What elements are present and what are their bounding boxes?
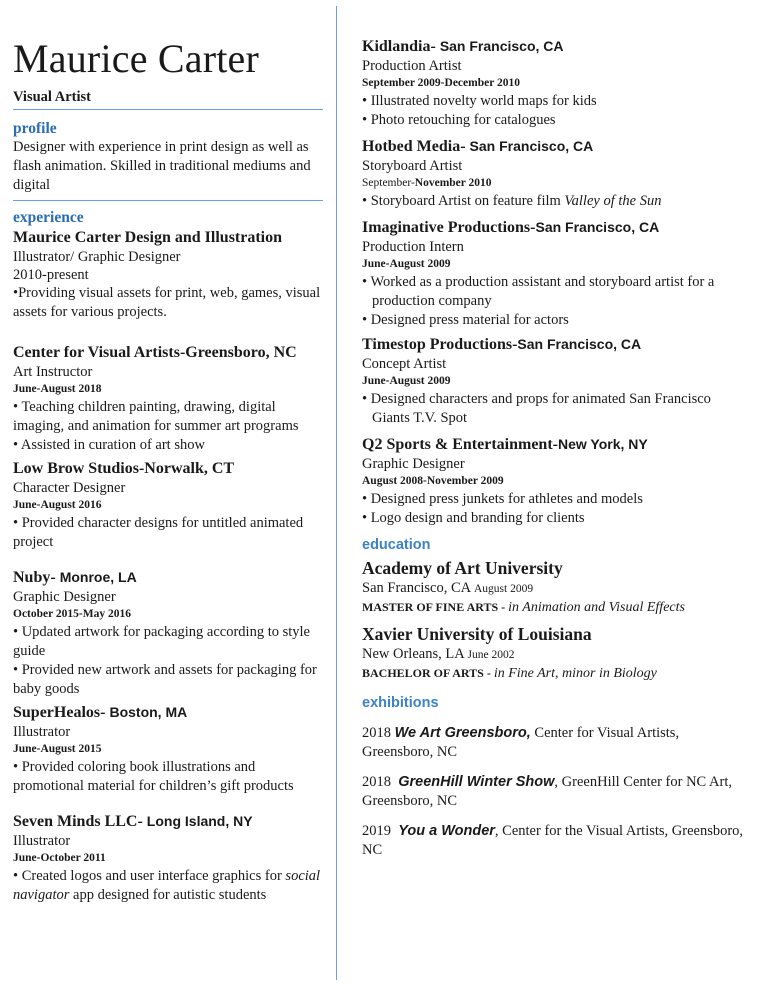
job-location: New York, NY xyxy=(557,436,648,452)
job-role: Graphic Designer xyxy=(362,456,465,472)
job-entry xyxy=(362,136,752,211)
job-company: Low Brow Studios-Norwalk, CT xyxy=(13,460,235,477)
job-bullet: • Provided coloring book illustrations and promotional material for children’s gift products xyxy=(13,759,294,794)
school-date: August 2009 xyxy=(473,583,534,595)
job-company: Q2 Sports & Entertainment- xyxy=(362,436,558,453)
job-bullet: • Storyboard Artist on feature film Valley of the Sun xyxy=(362,193,662,209)
job-dates: June-August 2009 xyxy=(362,258,451,270)
job-company: Center for Visual Artists-Greensboro, NC xyxy=(13,344,297,361)
exhibitions-heading: exhibitions xyxy=(362,695,439,711)
exhibition-item: 2018 We Art Greensboro, Center for Visual Artists, Greensboro, NC xyxy=(362,725,683,760)
experience-heading: experience xyxy=(13,209,84,226)
job-dates: 2010-present xyxy=(13,267,89,283)
profile-heading: profile xyxy=(13,120,57,137)
job-dates: August 2008-November 2009 xyxy=(362,475,504,487)
job-company: Hotbed Media- xyxy=(362,138,470,155)
education-entry xyxy=(362,623,752,683)
job-role: Concept Artist xyxy=(362,356,447,372)
job-bullet: • Logo design and branding for clients xyxy=(362,510,585,526)
job-entry xyxy=(362,217,752,330)
job-dates: June-August 2015 xyxy=(13,743,102,755)
school-name: Xavier University of Louisiana xyxy=(362,624,592,644)
job-entry xyxy=(362,434,752,528)
job-entry xyxy=(13,811,323,905)
education-entry xyxy=(362,557,752,617)
job-role: Graphic Designer xyxy=(13,589,116,605)
job-dates: June-August 2016 xyxy=(13,499,102,511)
job-entry xyxy=(362,334,752,428)
job-bullet: • Assisted in curation of art show xyxy=(13,437,205,453)
job-bullet: • Updated artwork for packaging according to style guide xyxy=(13,624,310,659)
job-location: San Francisco, CA xyxy=(439,38,564,54)
profile-section xyxy=(13,138,323,201)
right-column xyxy=(362,36,752,860)
candidate-subtitle: Visual Artist xyxy=(13,88,323,110)
job-bullet: •Providing visual assets for print, web, games, visual assets for various projects. xyxy=(13,285,321,320)
school-date: June 2002 xyxy=(467,649,515,661)
job-company: Imaginative Productions- xyxy=(362,219,536,236)
job-bullet: • Designed press material for actors xyxy=(362,312,569,328)
degree: MASTER OF FINE ARTS - in Animation and Visual Effects xyxy=(362,600,685,615)
job-role: Illustrator/ Graphic Designer xyxy=(13,249,181,265)
job-bullet: • Provided new artwork and assets for packaging for baby goods xyxy=(13,662,317,697)
job-dates: September 2009-December 2010 xyxy=(362,77,520,89)
job-entry xyxy=(13,458,323,552)
job-bullet: • Designed press junkets for athletes and models xyxy=(362,491,643,507)
job-location: San Francisco, CA xyxy=(517,336,642,352)
job-dates: June-August 2018 xyxy=(13,383,102,395)
job-dates: October 2015-May 2016 xyxy=(13,608,131,620)
job-role: Art Instructor xyxy=(13,364,93,380)
job-bullet: • Photo retouching for catalogues xyxy=(362,112,556,128)
job-company: Timestop Productions- xyxy=(362,336,518,353)
job-role: Storyboard Artist xyxy=(362,158,463,174)
job-entry xyxy=(362,36,752,130)
job-entry xyxy=(13,567,323,699)
job-dates: June-August 2009 xyxy=(362,375,451,387)
job-entry xyxy=(13,702,323,796)
job-bullet: • Worked as a production assistant and storyboard artist for a production company xyxy=(362,274,715,309)
job-company: Nuby- xyxy=(13,569,60,586)
job-location: Boston, MA xyxy=(109,704,188,720)
exhibition-item: 2018 GreenHill Winter Show, GreenHill Center for NC Art, Greensboro, NC xyxy=(362,774,736,809)
job-role: Character Designer xyxy=(13,480,126,496)
job-location: San Francisco, CA xyxy=(469,138,594,154)
candidate-name: Maurice Carter xyxy=(13,36,260,81)
education-heading: education xyxy=(362,537,431,553)
left-column xyxy=(13,36,323,905)
job-bullet: • Created logos and user interface graphics for social navigator app designed for autistic students xyxy=(13,868,321,903)
job-role: Illustrator xyxy=(13,833,71,849)
school-place: New Orleans, LA xyxy=(362,646,468,662)
profile-text: Designer with experience in print design as well as flash animation. Skilled in traditional mediums and digital xyxy=(13,139,311,193)
job-role: Illustrator xyxy=(13,724,71,740)
column-divider xyxy=(336,6,337,980)
job-company: Kidlandia- xyxy=(362,38,440,55)
school-name: Academy of Art University xyxy=(362,558,563,578)
job-company: Seven Minds LLC- xyxy=(13,813,147,830)
school-place: San Francisco, CA xyxy=(362,580,474,596)
job-location: Monroe, LA xyxy=(59,569,137,585)
job-bullet: • Teaching children painting, drawing, digital imaging, and animation for summer art programs xyxy=(13,399,299,434)
job-company: SuperHealos- xyxy=(13,704,110,721)
job-bullet: • Illustrated novelty world maps for kids xyxy=(362,93,597,109)
job-entry xyxy=(13,227,323,322)
exhibition-item: 2019 You a Wonder, Center for the Visual Artists, Greensboro, NC xyxy=(362,823,747,858)
job-dates-start: September- xyxy=(362,177,415,189)
job-bullet: • Provided character designs for untitled animated project xyxy=(13,515,304,550)
job-bullet: • Designed characters and props for animated San Francisco Giants T.V. Spot xyxy=(362,391,711,426)
job-location: San Francisco, CA xyxy=(535,219,660,235)
job-role: Production Artist xyxy=(362,58,462,74)
job-role: Production Intern xyxy=(362,239,464,255)
job-entry xyxy=(13,342,323,455)
job-company: Maurice Carter Design and Illustration xyxy=(13,229,283,246)
job-location: Long Island, NY xyxy=(146,813,253,829)
job-dates: June-October 2011 xyxy=(13,852,106,864)
job-dates: November 2010 xyxy=(414,177,492,189)
degree: BACHELOR OF ARTS - in Fine Art, minor in Biology xyxy=(362,666,657,681)
